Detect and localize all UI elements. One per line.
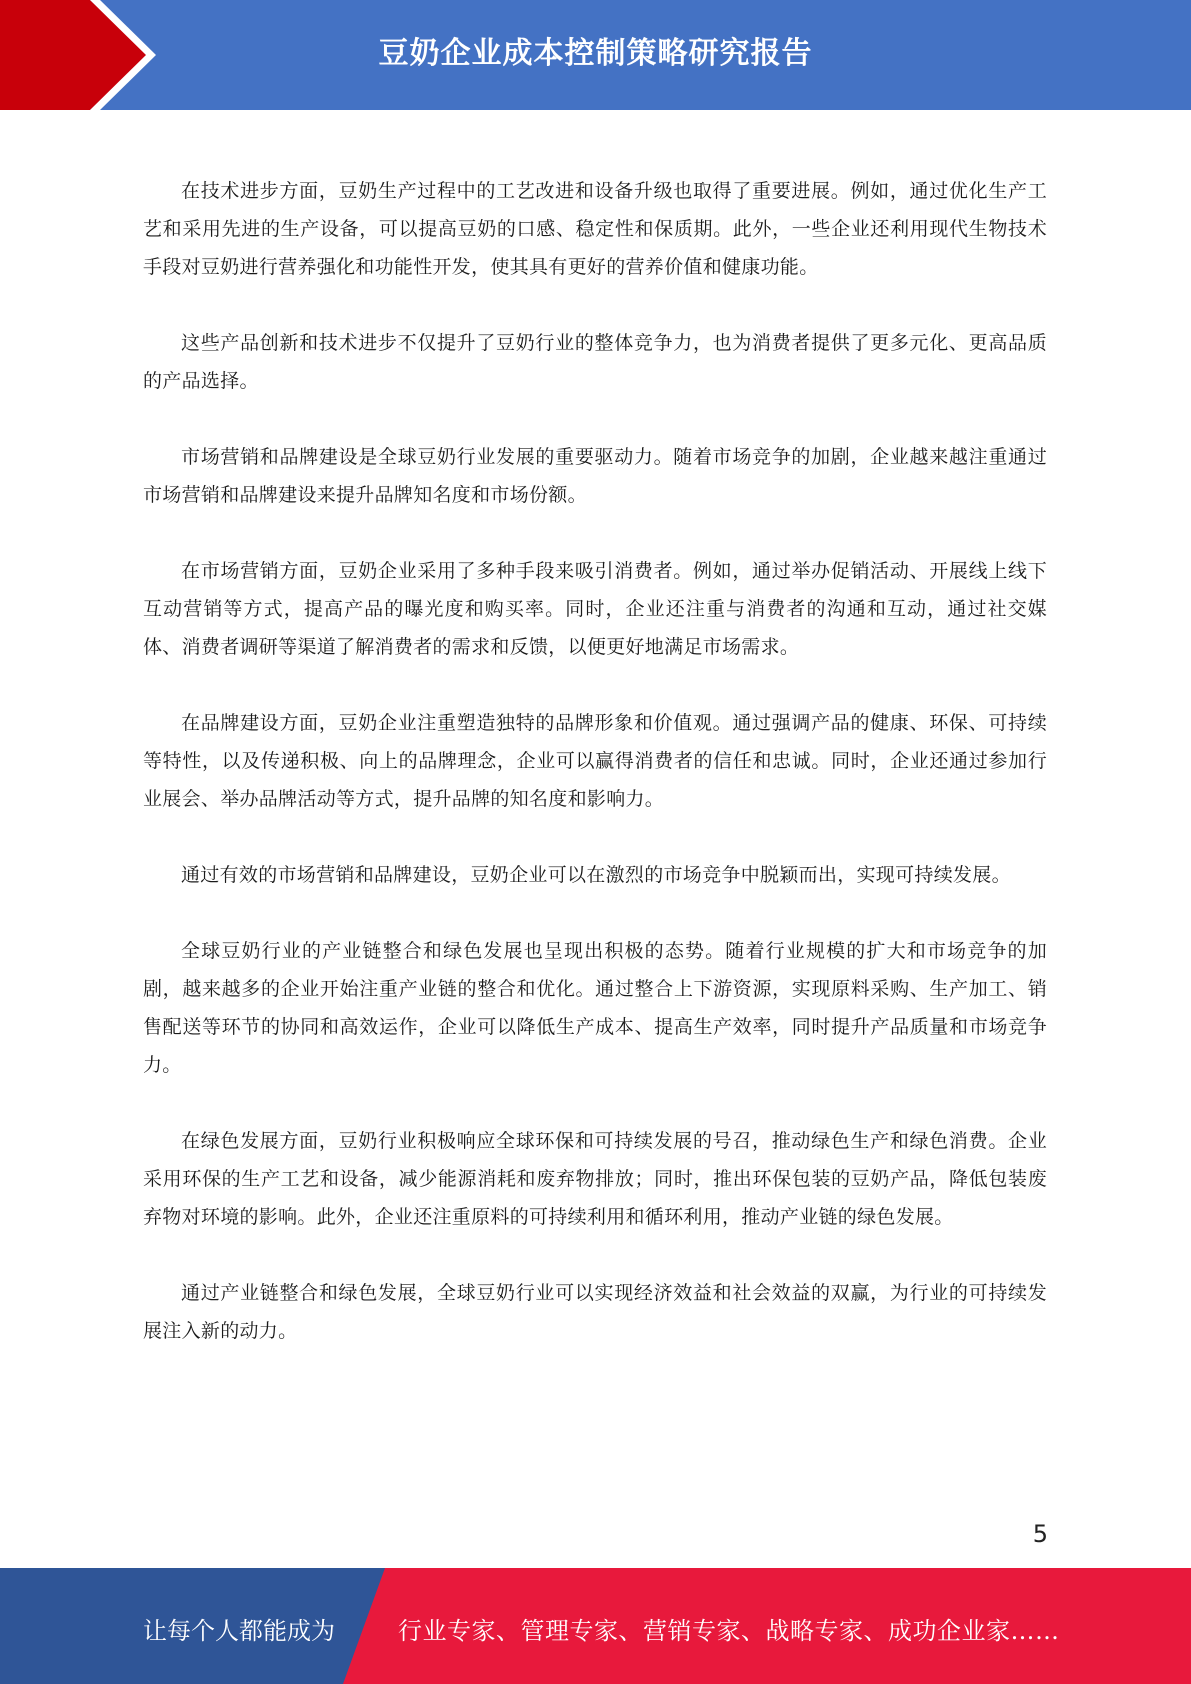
footer-slogan-right: 行业专家、管理专家、营销专家、战略专家、成功企业家…… <box>398 1617 1060 1645</box>
paragraph: 在品牌建设方面，豆奶企业注重塑造独特的品牌形象和价值观。通过强调产品的健康、环保、可持续等特性，以及传递积极、向上的品牌理念，企业可以赢得消费者的信任和忠诚。同时，企业还通过参加行业展会、举办品牌活动等方式，提升品牌的知名度和影响力。 <box>143 712 1047 810</box>
paragraph: 市场营销和品牌建设是全球豆奶行业发展的重要驱动力。随着市场竞争的加剧，企业越来越注重通过市场营销和品牌建设来提升品牌知名度和市场份额。 <box>143 446 1047 506</box>
page-number: 5 <box>1032 1520 1048 1548</box>
paragraph: 在绿色发展方面，豆奶行业积极响应全球环保和可持续发展的号召，推动绿色生产和绿色消费。企业采用环保的生产工艺和设备，减少能源消耗和废弃物排放；同时，推出环保包装的豆奶产品，降低包装废弃物对环境的影响。此外，企业还注重原料的可持续利用和循环利用，推动产业链的绿色发展。 <box>143 1130 1047 1228</box>
document-body <box>143 172 1047 1388</box>
header-banner <box>0 0 1191 110</box>
paragraph: 这些产品创新和技术进步不仅提升了豆奶行业的整体竞争力，也为消费者提供了更多元化、更高品质的产品选择。 <box>143 332 1047 392</box>
paragraph: 在市场营销方面，豆奶企业采用了多种手段来吸引消费者。例如，通过举办促销活动、开展线上线下互动营销等方式，提高产品的曝光度和购买率。同时，企业还注重与消费者的沟通和互动，通过社交媒体、消费者调研等渠道了解消费者的需求和反馈，以便更好地满足市场需求。 <box>143 560 1047 658</box>
paragraph: 在技术进步方面，豆奶生产过程中的工艺改进和设备升级也取得了重要进展。例如，通过优化生产工艺和采用先进的生产设备，可以提高豆奶的口感、稳定性和保质期。此外，一些企业还利用现代生物技术手段对豆奶进行营养强化和功能性开发，使其具有更好的营养价值和健康功能。 <box>143 180 1047 278</box>
footer-slogan-left: 让每个人都能成为 <box>143 1617 335 1645</box>
footer-banner <box>0 1568 1191 1684</box>
report-title: 豆奶企业成本控制策略研究报告 <box>378 36 813 71</box>
paragraph: 全球豆奶行业的产业链整合和绿色发展也呈现出积极的态势。随着行业规模的扩大和市场竞争的加剧，越来越多的企业开始注重产业链的整合和优化。通过整合上下游资源，实现原料采购、生产加工、销售配送等环节的协同和高效运作，企业可以降低生产成本、提高生产效率，同时提升产品质量和市场竞争力。 <box>143 940 1047 1076</box>
paragraph: 通过产业链整合和绿色发展，全球豆奶行业可以实现经济效益和社会效益的双赢，为行业的可持续发展注入新的动力。 <box>143 1282 1047 1342</box>
paragraph: 通过有效的市场营销和品牌建设，豆奶企业可以在激烈的市场竞争中脱颖而出，实现可持续发展。 <box>181 864 1011 886</box>
